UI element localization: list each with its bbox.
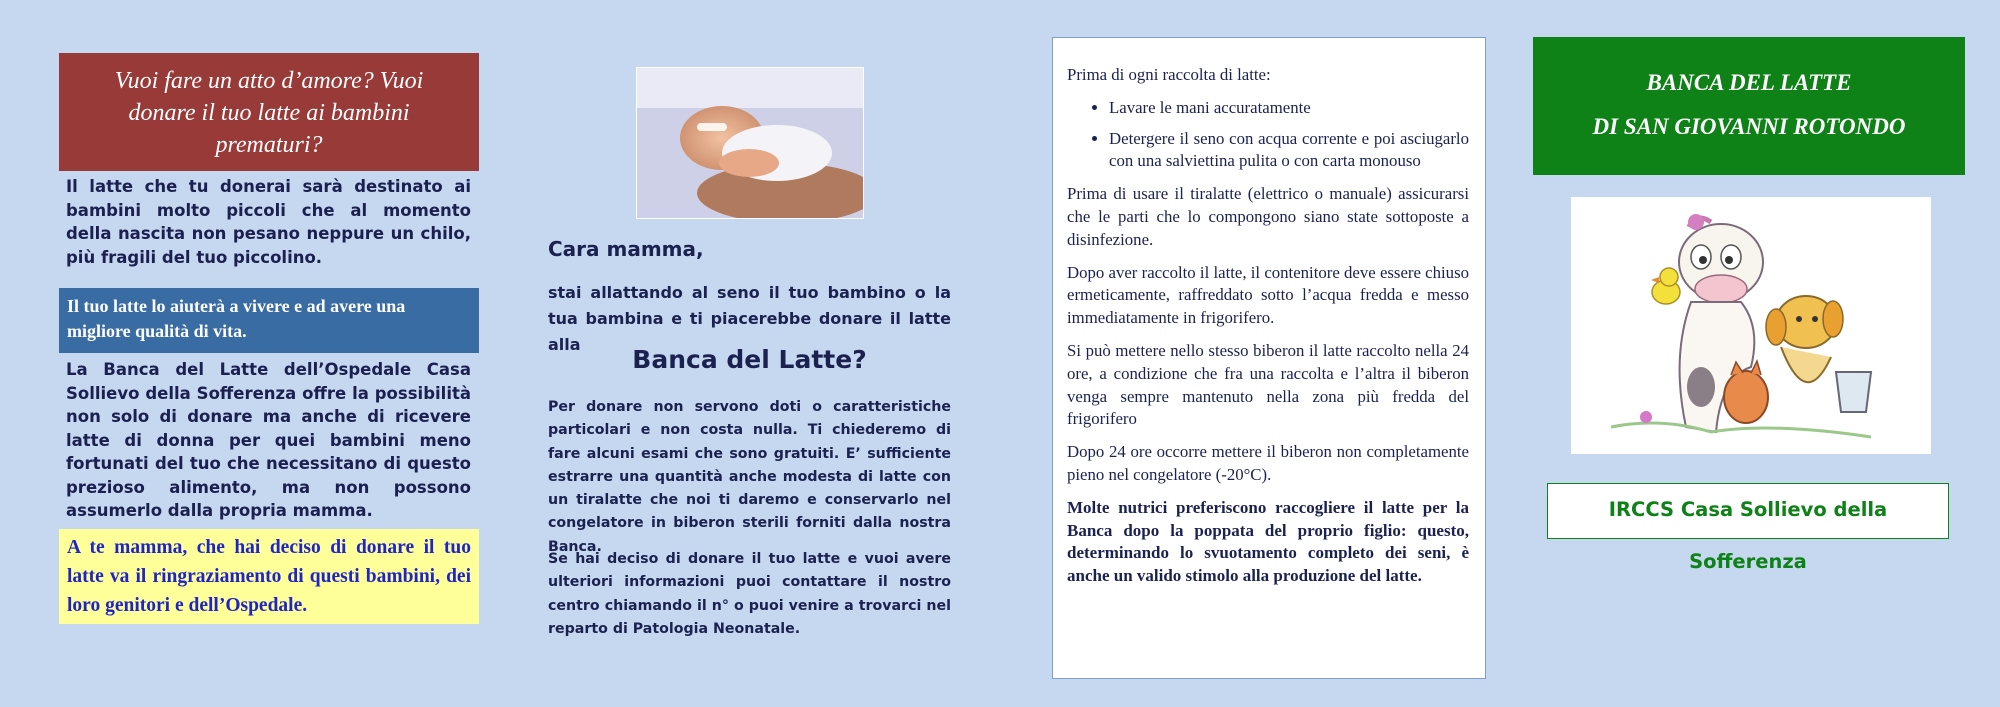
panel1-description-text: La Banca del Latte dell’Ospedale Casa Sollievo della Sofferenza offre la possibilità non solo di donare ma anche di ricevere latte di donna per quei bambini meno fortunati del tuo che necessitano di questo prezioso alimento, ma non possono assumerlo dalla propria mamma. — [66, 360, 471, 520]
list-item: • Lavare le mani accuratamente — [1109, 97, 1469, 120]
panel1-thanks-box: A te mamma, che hai deciso di donare il tuo latte va il ringraziamento di questi bambini, dei loro genitori e dell’Ospedale. — [59, 529, 479, 624]
institution-label: IRCCS Casa Sollievo della Sofferenza — [1547, 483, 1949, 539]
panel3-intro: Prima di ogni raccolta di latte: — [1067, 65, 1271, 84]
cartoon-cow-illustration — [1571, 197, 1931, 454]
panel2-greeting: Cara mamma, — [548, 237, 704, 261]
panel1-highlight-box: Il tuo latte lo aiuterà a vivere e ad avere una migliore qualità di vita. — [59, 288, 479, 353]
panel3-paragraph-1: Prima di usare il tiralatte (elettrico o manuale) assicurarsi che le parti che lo compongono siano state sottoposte a disinfezione. — [1067, 184, 1469, 249]
panel4-title-line2: DI SAN GIOVANNI ROTONDO — [1592, 114, 1906, 139]
panel3-paragraph-3: Si può mettere nello stesso biberon il latte raccolto nella 24 ore, a condizione che fra una raccolta e l’altra il biberon venga sempre mantenuto nella zona più fredda del frigorifero — [1067, 340, 1469, 429]
panel1-intro-text: Il latte che tu donerai sarà destinato ai bambini molto piccoli che al momento della nascita non pesano neppure un chilo, più fragili del tuo piccolino. — [66, 177, 471, 267]
panel3-instructions-box — [1052, 37, 1486, 679]
panel4-title-line1: BANCA DEL LATTE — [1646, 70, 1852, 95]
cow-drawing — [1571, 197, 1931, 454]
list-item: • Detergere il seno con acqua corrente e poi asciugarlo con una salviettina pulita o con carta monouso — [1109, 128, 1469, 174]
baby-photo-drawing — [637, 68, 864, 219]
panel3-paragraph-4: Dopo 24 ore occorre mettere il biberon non completamente pieno nel congelatore (-20°C). — [1067, 442, 1469, 484]
panel2-contact-text: Se hai deciso di donare il tuo latte e vuoi avere ulteriori informazioni puoi contattare il nostro centro chiamando il n° o puoi venire a trovarci nel reparto di Patologia Neonatale. — [548, 551, 951, 637]
premature-baby-photo — [636, 67, 864, 219]
panel2-intro-text: stai allattando al seno il tuo bambino o la tua bambina e ti piacerebbe donare il latte alla — [548, 283, 951, 354]
panel3-paragraph-5: Molte nutrici preferiscono raccogliere il latte per la Banca dopo la poppata del proprio figlio: questo, determinando lo svuotamento completo dei seni, è anche un valido stimolo alla produzione del latte. — [1067, 497, 1469, 586]
panel3-paragraph-2: Dopo aver raccolto il latte, il contenitore deve essere chiuso ermeticamente, raffreddato sotto l’acqua fredda e messo immediatamente in frigorifero. — [1067, 262, 1469, 328]
panel2-requirements-text: Per donare non servono doti o caratteristiche particolari e non costa nulla. Ti chiederemo di fare alcuni esami che sono gratuiti. E’ sufficiente estrarre una quantità anche modesta di latte con un tiralatte che noi ti daremo e conservarlo nel congelatore in biberon sterili forniti dalla nostra Banca. — [548, 399, 951, 555]
panel1-title: Vuoi fare un atto d’amore? Vuoi donare il tuo latte ai bambini prematuri? — [59, 53, 479, 171]
panel2-heading: Banca del Latte? — [632, 345, 867, 374]
panel4-title-box — [1533, 37, 1965, 175]
panel3-bullet-list — [1067, 97, 1469, 173]
